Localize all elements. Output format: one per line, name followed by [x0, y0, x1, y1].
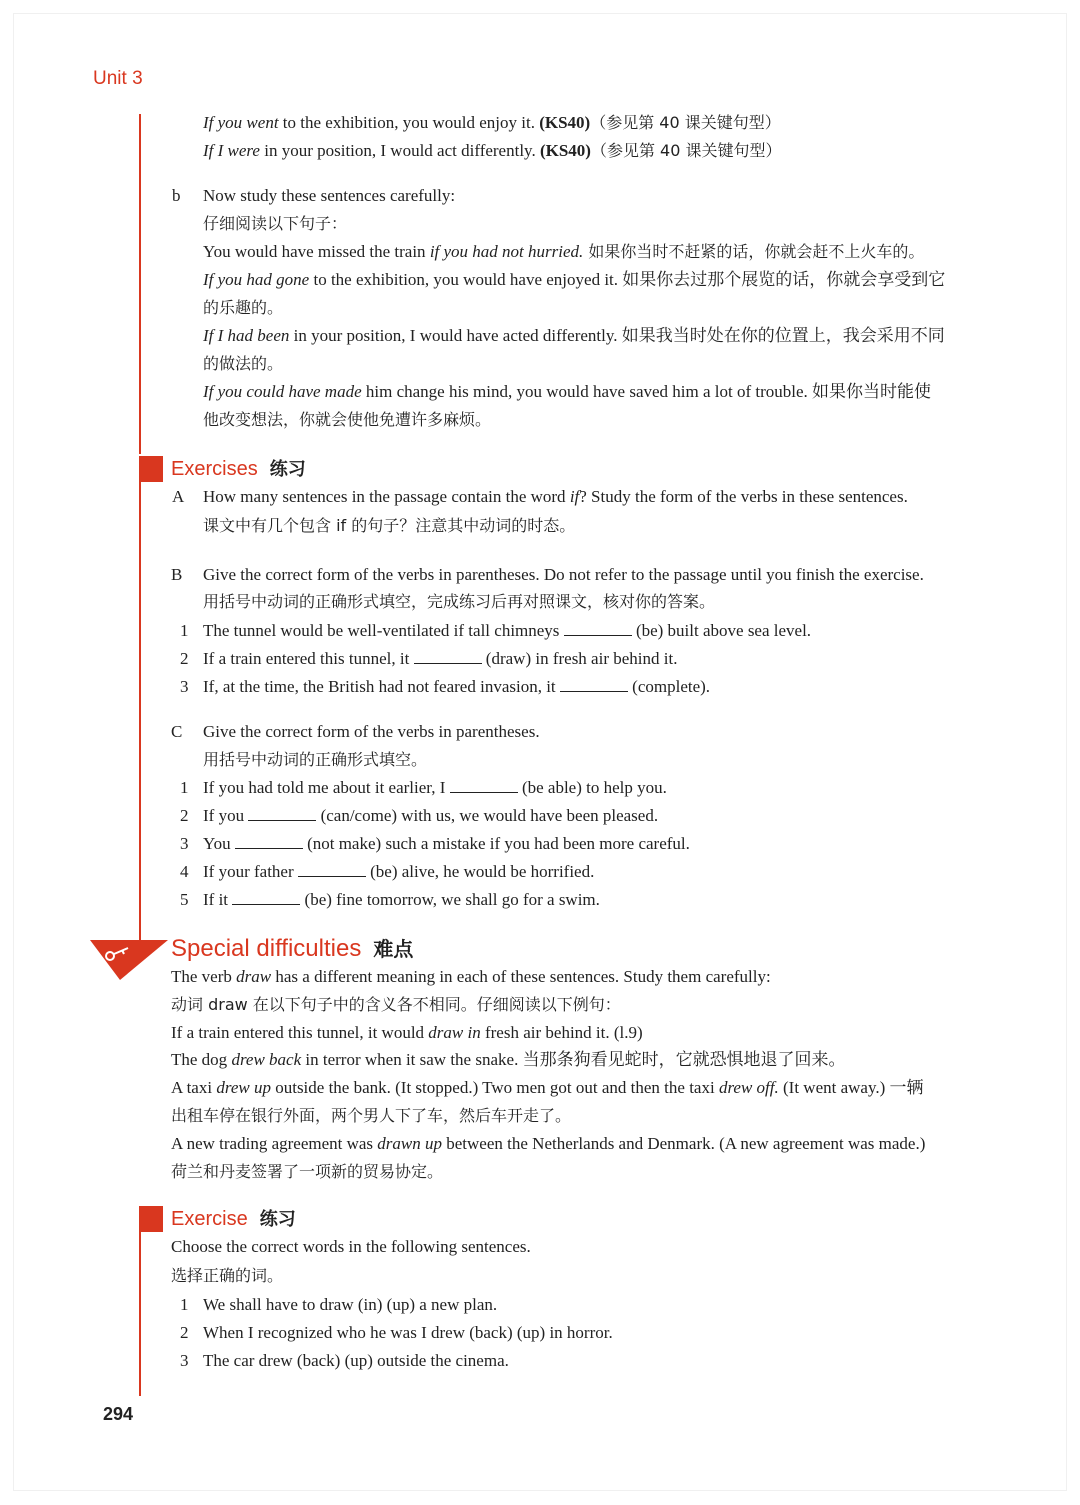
key-icon [90, 938, 170, 982]
special-line-3: If a train entered this tunnel, it would draw in fresh air behind it. (l.9) [171, 1023, 643, 1042]
answer-blank[interactable] [450, 778, 518, 793]
margin-rule-bottom [139, 1232, 141, 1396]
exercise-intro-cn: 选择正确的词。 [171, 1266, 284, 1285]
exercise-b-item-2-num: 2 [180, 649, 189, 668]
exercise-a-text: How many sentences in the passage contain the word if? Study the form of the verbs in these sentences. [203, 487, 908, 506]
exercises-marker [139, 456, 163, 482]
exercise-c-item-2-num: 2 [180, 806, 189, 825]
exercise-a-cn: 课文中有几个包含 if 的句子？注意其中动词的时态。 [203, 516, 576, 535]
exercise-b-item-3: If, at the time, the British had not feared invasion, it (complete). [203, 677, 711, 696]
unit-label: Unit 3 [93, 68, 143, 89]
exercise-item-3: The car drew (back) (up) outside the cinema. [203, 1351, 509, 1370]
answer-blank[interactable] [232, 890, 300, 905]
exercise-c-item-3-num: 3 [180, 834, 189, 853]
answer-blank[interactable] [298, 862, 366, 877]
section-b-sentence-3: If I had been in your position, I would have acted differently. 如果我当时处在你的位置上，我会采用不同 [203, 326, 945, 345]
top-sentence-2: If I were in your position, I would act differently. (KS40)（参见第 40 课关键句型） [203, 141, 782, 160]
exercises-heading: Exercises 练习 [171, 458, 306, 480]
exercise-c-item-3: You (not make) such a mistake if you had been more careful. [203, 834, 690, 853]
section-b-label: b [172, 186, 181, 205]
section-b-sentence-1: You would have missed the train if you had not hurried. 如果你当时不赶紧的话，你就会赶不上火车的。 [203, 242, 925, 261]
exercise-c-item-5: If it (be) fine tomorrow, we shall go for a swim. [203, 890, 600, 909]
special-line-6: 出租车停在银行外面，两个男人下了车，然后车开走了。 [171, 1106, 572, 1125]
special-line-7: A new trading agreement was drawn up between the Netherlands and Denmark. (A new agreement was made.) [171, 1134, 926, 1153]
answer-blank[interactable] [564, 621, 632, 636]
exercise-c-item-4: If your father (be) alive, he would be horrified. [203, 862, 595, 881]
exercise-c-text: Give the correct form of the verbs in parentheses. [203, 722, 540, 741]
section-b-sentence-2: If you had gone to the exhibition, you would have enjoyed it. 如果你去过那个展览的话，你就会享受到它 [203, 270, 946, 289]
top-sentence-1: If you went to the exhibition, you would enjoy it. (KS40)（参见第 40 课关键句型） [203, 113, 781, 132]
margin-rule-middle [139, 482, 141, 940]
exercise-intro: Choose the correct words in the following sentences. [171, 1237, 531, 1256]
exercise-item-1-num: 1 [180, 1295, 189, 1314]
exercise-b-item-2: If a train entered this tunnel, it (draw) in fresh air behind it. [203, 649, 678, 668]
exercise-b-label: B [171, 565, 183, 584]
exercise-b-item-1: The tunnel would be well-ventilated if tall chimneys (be) built above sea level. [203, 621, 812, 640]
special-line-2: 动词 draw 在以下句子中的含义各不相同。仔细阅读以下例句： [171, 995, 621, 1014]
exercise-b-cn: 用括号中动词的正确形式填空，完成练习后再对照课文，核对你的答案。 [203, 592, 716, 611]
exercise-c-item-2: If you (can/come) with us, we would have been pleased. [203, 806, 659, 825]
answer-blank[interactable] [248, 806, 316, 821]
exercise-item-1: We shall have to draw (in) (up) a new plan. [203, 1295, 498, 1314]
special-line-8: 荷兰和丹麦签署了一项新的贸易协定。 [171, 1162, 444, 1181]
exercise-c-label: C [171, 722, 183, 741]
section-b-sentence-3-cont: 的做法的。 [203, 354, 284, 373]
special-line-4: The dog drew back in terror when it saw the snake. 当那条狗看见蛇时，它就恐惧地退了回来。 [171, 1050, 846, 1069]
answer-blank[interactable] [560, 677, 628, 692]
exercise-b-text: Give the correct form of the verbs in parentheses. Do not refer to the passage until you finish the exercise. [203, 565, 924, 584]
exercise-a-label: A [172, 487, 185, 506]
answer-blank[interactable] [414, 649, 482, 664]
answer-blank[interactable] [235, 834, 303, 849]
section-b-intro-cn: 仔细阅读以下句子： [203, 214, 348, 233]
exercise-c-item-5-num: 5 [180, 890, 189, 909]
exercise-item-2-num: 2 [180, 1323, 189, 1342]
exercise-c-cn: 用括号中动词的正确形式填空。 [203, 750, 428, 769]
special-line-5: A taxi drew up outside the bank. (It stopped.) Two men got out and then the taxi drew off. (It went away.) 一辆 [171, 1078, 924, 1097]
section-b-sentence-4: If you could have made him change his mind, you would have saved him a lot of trouble. 如果你当时能使 [203, 382, 932, 401]
exercise-c-item-1-num: 1 [180, 778, 189, 797]
exercise-b-item-1-num: 1 [180, 621, 189, 640]
special-line-1: The verb draw has a different meaning in each of these sentences. Study them carefully: [171, 967, 771, 986]
exercise-marker [139, 1206, 163, 1232]
exercise-c-item-1: If you had told me about it earlier, I (be able) to help you. [203, 778, 667, 797]
page-number: 294 [103, 1404, 134, 1424]
section-b-sentence-2-cont: 的乐趣的。 [203, 298, 284, 317]
exercise-c-item-4-num: 4 [180, 862, 189, 881]
exercise-item-2: When I recognized who he was I drew (back) (up) in horror. [203, 1323, 613, 1342]
section-b-intro: Now study these sentences carefully: [203, 186, 456, 205]
section-b-sentence-4-cont: 他改变想法，你就会使他免遭许多麻烦。 [203, 410, 492, 429]
exercise-heading: Exercise 练习 [171, 1208, 296, 1230]
exercise-b-item-3-num: 3 [180, 677, 189, 696]
exercise-item-3-num: 3 [180, 1351, 189, 1370]
special-difficulties-heading: Special difficulties 难点 [171, 935, 414, 962]
margin-rule-top [139, 114, 141, 454]
